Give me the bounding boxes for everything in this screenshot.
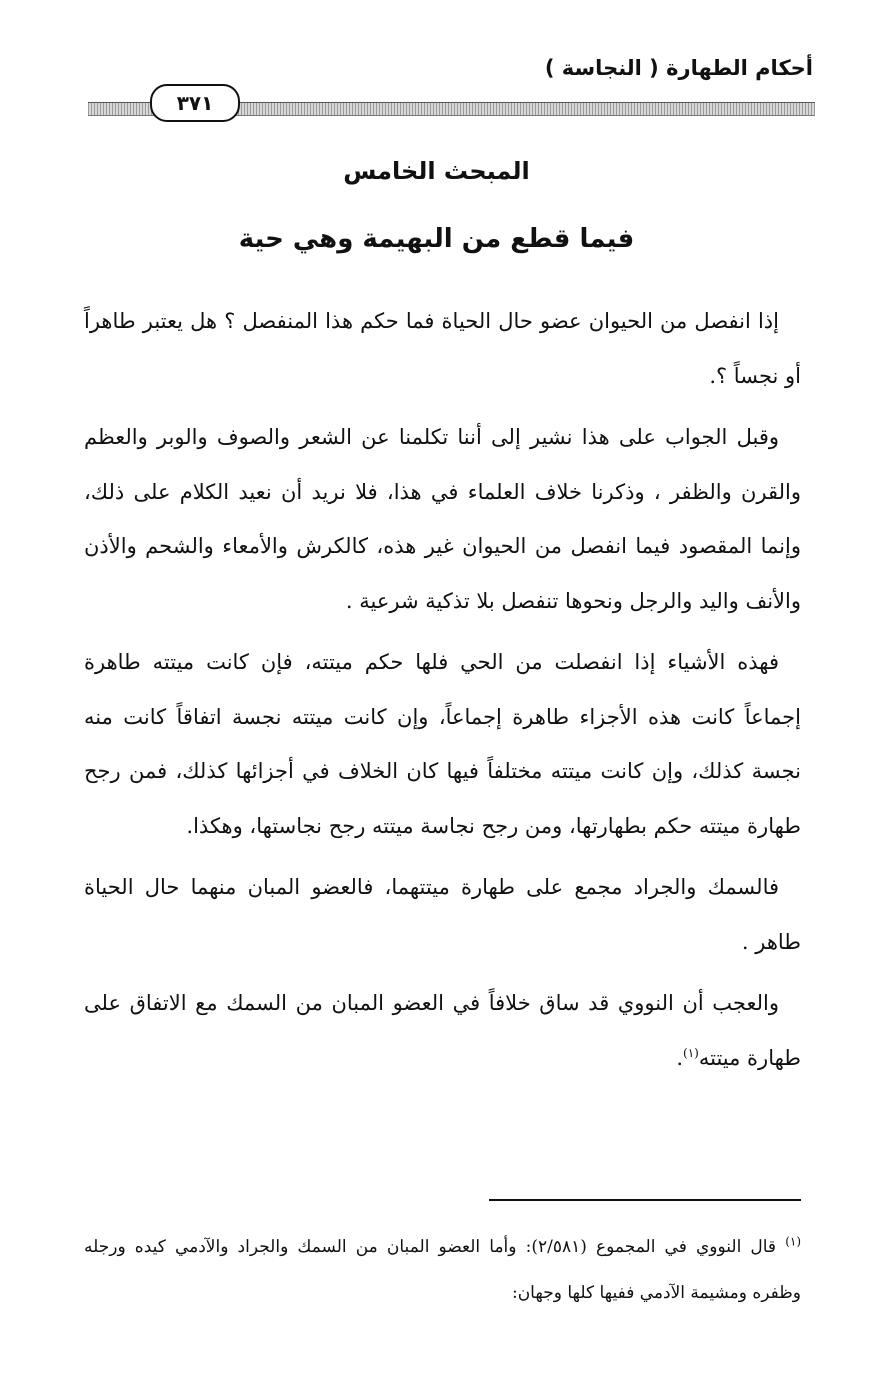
body-text bbox=[84, 294, 801, 1092]
footnote-separator bbox=[489, 1199, 801, 1201]
paragraph bbox=[84, 976, 801, 1085]
header-rule bbox=[88, 91, 815, 115]
section-title: المبحث الخامس bbox=[343, 157, 530, 185]
paragraph-text: والعجب أن النووي قد ساق خلافاً في العضو المبان من السمك مع الاتفاق على طهارة ميتته bbox=[84, 991, 801, 1070]
paragraph-text: وقبل الجواب على هذا نشير إلى أننا تكلمنا عن الشعر والصوف والوبر والعظم والقرن والظفر ، وذكرنا خلاف العلماء في هذا، فلا نريد أن نعيد الكلام على ذلك، وإنما المقصود فيما انفصل من الحيوان غير هذه، كالكرش والأمعاء والشحم والأذن والأنف واليد والرجل ونحوها تنفصل بلا تذكية شرعية . bbox=[84, 425, 801, 613]
paragraph-tail: . bbox=[676, 1045, 684, 1070]
paragraph-text: إذا انفصل من الحيوان عضو حال الحياة فما حكم هذا المنفصل ؟ هل يعتبر طاهراً أو نجساً ؟. bbox=[84, 309, 801, 388]
paragraph bbox=[84, 635, 801, 853]
section-subtitle: فيما قطع من البهيمة وهي حية bbox=[238, 224, 635, 254]
footnotes bbox=[84, 1224, 801, 1316]
paragraph bbox=[84, 294, 801, 403]
footnote-marker: (١) bbox=[785, 1234, 802, 1249]
paragraph bbox=[84, 860, 801, 969]
footnote bbox=[84, 1224, 801, 1316]
running-header-title: أحكام الطهارة ( النجاسة ) bbox=[544, 56, 813, 80]
paragraph bbox=[84, 410, 801, 628]
paragraph-text: فهذه الأشياء إذا انفصلت من الحي فلها حكم ميتته، فإن كانت ميتته طاهرة إجماعاً كانت هذه الأجزاء طاهرة إجماعاً، وإن كانت ميتته نجسة اتفاقاً كانت منه نجسة كذلك، وإن كانت ميتته مختلفاً فيها كان الخلاف في أجزائها كذلك، فمن رجح طهارة ميتته حكم بطهارتها، ومن رجح نجاسة ميتته رجح نجاستها، وهكذا. bbox=[84, 650, 801, 838]
paragraph-text: فالسمك والجراد مجمع على طهارة ميتتهما، فالعضو المبان منهما حال الحياة طاهر . bbox=[84, 875, 801, 954]
footnote-reference[interactable]: (١) bbox=[683, 1045, 699, 1060]
page-number: ٣٧١ bbox=[150, 84, 240, 122]
footnote-text: قال النووي في المجموع (٢/٥٨١): وأما العضو المبان من السمك والجراد والآدمي كيده ورجله وظفره ومشيمة الآدمي ففيها كلها وجهان: bbox=[84, 1237, 801, 1303]
